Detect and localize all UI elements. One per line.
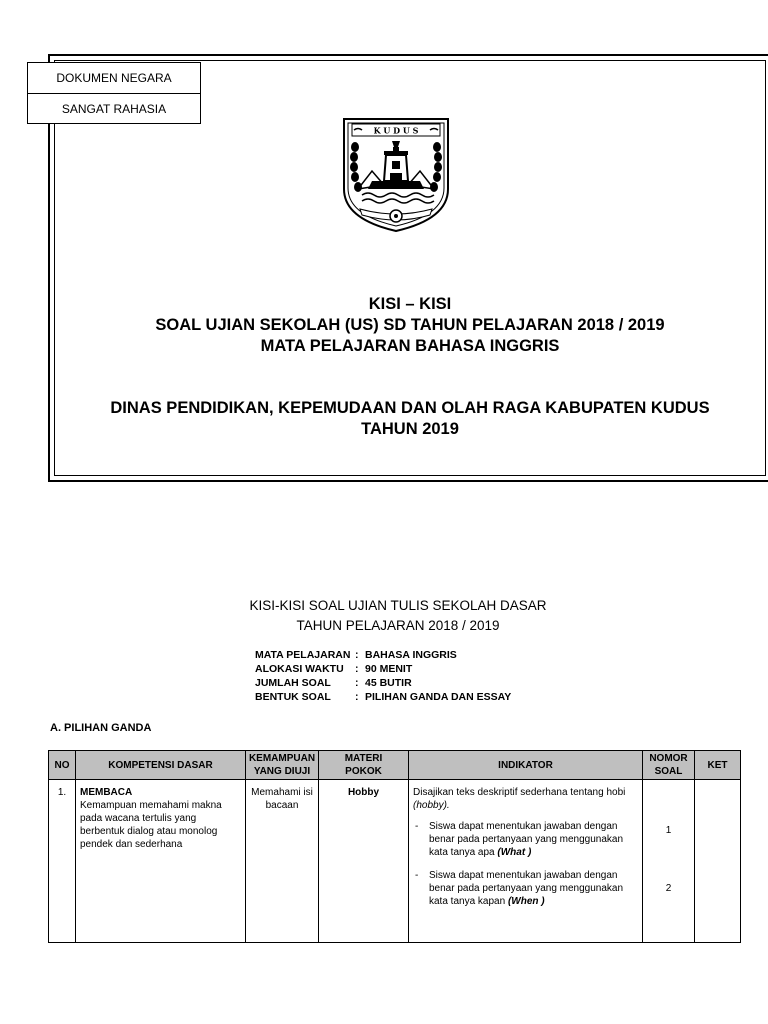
section-heading: A. PILIHAN GANDA: [50, 722, 152, 734]
meta-value: 45 BUTIR: [365, 677, 412, 689]
meta-label: ALOKASI WAKTU: [255, 663, 344, 675]
indikator-item: - Siswa dapat menentukan jawaban dengan benar pada pertanyaan yang menggunakan kata tanya apa (What ): [413, 820, 638, 859]
cover-title-line-3: MATA PELAJARAN BAHASA INGGRIS: [260, 337, 560, 355]
doc-title-line-2: TAHUN PELAJARAN 2018 / 2019: [296, 618, 500, 633]
nomor-soal-1: 1: [665, 825, 672, 836]
indikator-item: - Siswa dapat menentukan jawaban dengan benar pada pertanyaan yang menggunakan kata tanya kapan (When ): [413, 869, 638, 908]
institution-year: TAHUN 2019: [361, 420, 459, 438]
header-kemampuan: KEMAMPUAN YANG DIUJI: [246, 751, 319, 780]
institution-name: DINAS PENDIDIKAN, KEPEMUDAAN DAN OLAH RAGA KABUPATEN KUDUS: [110, 399, 710, 417]
meta-label: JUMLAH SOAL: [255, 677, 331, 689]
secrecy-label: SANGAT RAHASIA: [28, 93, 200, 124]
cell-nomor-soal: [643, 780, 695, 943]
table-row: [49, 780, 741, 943]
cover-title-block: [60, 294, 760, 357]
header-indikator: INDIKATOR: [409, 751, 643, 780]
kd-title: MEMBACA: [80, 787, 133, 798]
doc-title-block: [60, 596, 736, 636]
header-no: NO: [49, 751, 76, 780]
classification-label: DOKUMEN NEGARA: [56, 71, 172, 85]
logo-banner-text: K U D U S: [373, 125, 419, 136]
cell-kompetensi-dasar: [76, 780, 246, 943]
header-kompetensi-dasar: KOMPETENSI DASAR: [76, 751, 246, 780]
header-materi: MATERI POKOK: [319, 751, 409, 780]
cell-indikator: [409, 780, 643, 943]
header-nomor-soal: NOMOR SOAL: [643, 751, 695, 780]
meta-row: MATA PELAJARAN : BAHASA INGGRIS: [255, 649, 457, 661]
kisi-table: [48, 750, 741, 943]
meta-label: BENTUK SOAL: [255, 691, 331, 703]
cell-no: 1.: [49, 780, 76, 943]
kd-text: Kemampuan memahami makna pada wacana tertulis yang berbentuk dialog atau monolog pendek dan sederhana: [80, 800, 222, 850]
classification-box: [27, 62, 201, 124]
doc-title-line-1: KISI-KISI SOAL UJIAN TULIS SEKOLAH DASAR: [249, 598, 547, 613]
cell-kemampuan: Memahami isi bacaan: [246, 780, 319, 943]
kudus-coat-of-arms-logo: [340, 115, 452, 233]
meta-label: MATA PELAJARAN: [255, 649, 351, 661]
meta-value: 90 MENIT: [365, 663, 413, 675]
table-header-row: [49, 751, 741, 780]
nomor-soal-2: 2: [665, 883, 672, 894]
meta-row: BENTUK SOAL : PILIHAN GANDA DAN ESSAY: [255, 691, 512, 703]
meta-row: ALOKASI WAKTU : 90 MENIT: [255, 663, 413, 675]
header-ket: KET: [695, 751, 741, 780]
cover-title-line-2: SOAL UJIAN SEKOLAH (US) SD TAHUN PELAJARAN 2018 / 2019: [155, 316, 665, 334]
meta-value: PILIHAN GANDA DAN ESSAY: [365, 691, 512, 703]
meta-row: JUMLAH SOAL : 45 BUTIR: [255, 677, 412, 689]
cell-materi: Hobby: [319, 780, 409, 943]
indikator-intro: Disajikan teks deskriptif sederhana tentang hobi (hobby).: [413, 787, 626, 811]
cover-title-line-1: KISI – KISI: [368, 295, 452, 313]
meta-value: BAHASA INGGRIS: [365, 649, 457, 661]
cell-ket: [695, 780, 741, 943]
meta-info: [255, 648, 511, 704]
cover-institution-block: [60, 398, 760, 440]
indikator-list: [413, 820, 638, 908]
